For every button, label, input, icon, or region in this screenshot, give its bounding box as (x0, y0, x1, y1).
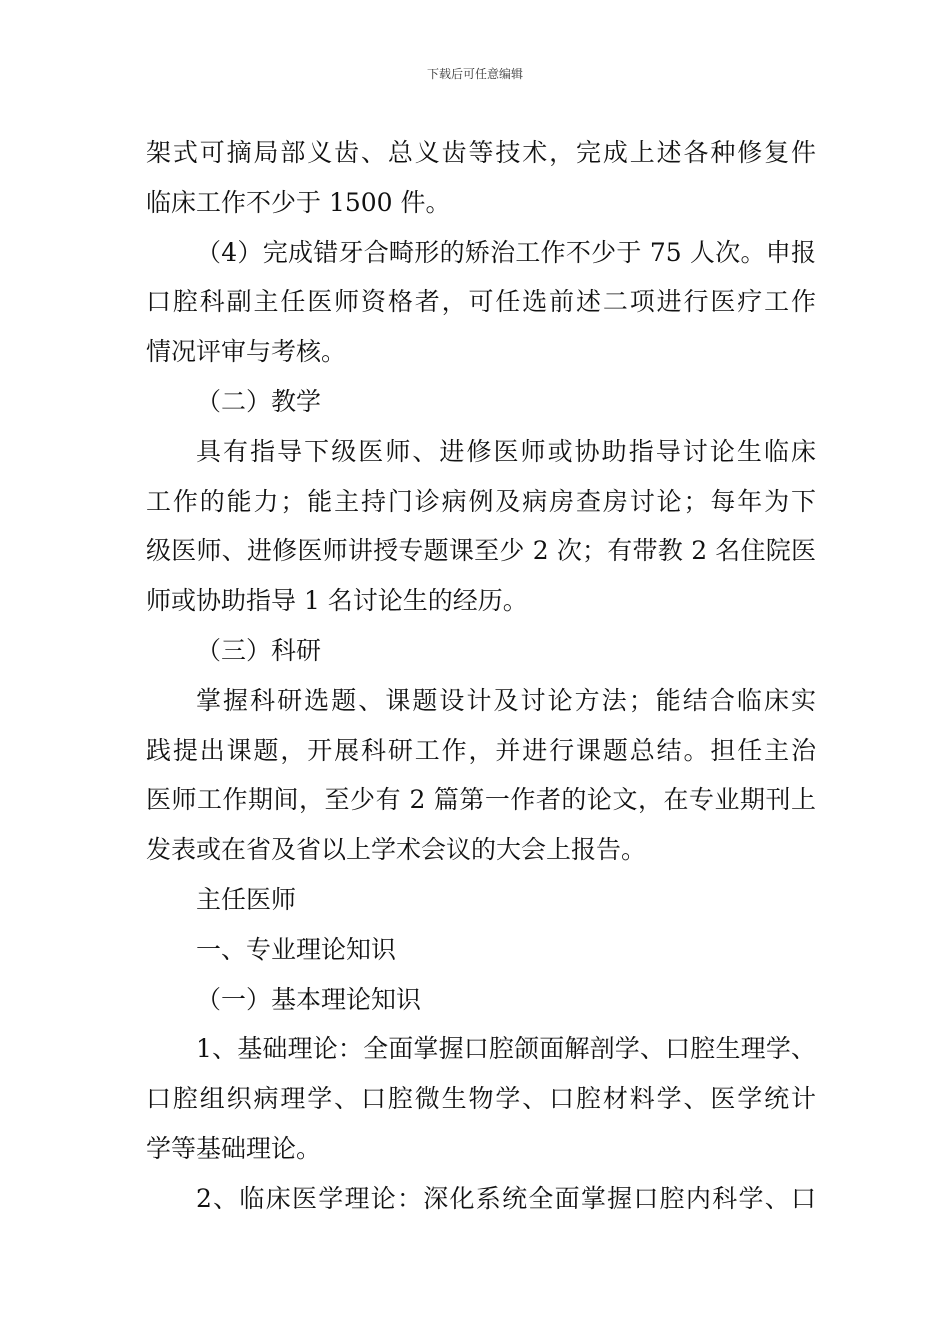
text-line: 师或协助指导 1 名讨论生的经历。 (146, 586, 528, 616)
paragraph-start-line: 具有指导下级医师、进修医师或协助指导讨论生临床 (196, 436, 816, 466)
text-line: 发表或在省及省以上学术会议的大会上报告。 (146, 835, 647, 865)
document-body (146, 128, 816, 1224)
text-line: 口腔组织病理学、口腔微生物学、口腔材料学、医学统计 (146, 1084, 816, 1114)
section-heading-basic-theory: （一）基本理论知识 (196, 984, 422, 1014)
paragraph-start-line: 2、临床医学理论：深化系统全面掌握口腔内科学、口 (196, 1183, 816, 1213)
paragraph-start-line: 掌握科研选题、课题设计及讨论方法；能结合临床实 (196, 685, 816, 715)
section-heading-research: （三）科研 (196, 635, 322, 665)
text-line: 情况评审与考核。 (146, 337, 347, 367)
paragraph-start-line: （4）完成错牙合畸形的矫治工作不少于 75 人次。申报 (196, 237, 816, 267)
section-heading-teaching: （二）教学 (196, 386, 322, 416)
paragraph-start-line: 1、基础理论：全面掌握口腔颌面解剖学、口腔生理学、 (196, 1034, 816, 1064)
text-line: 医师工作期间，至少有 2 篇第一作者的论文，在专业期刊上 (146, 785, 816, 815)
text-line: 级医师、进修医师讲授专题课至少 2 次；有带教 2 名住院医 (146, 536, 816, 566)
text-line: 学等基础理论。 (146, 1133, 322, 1163)
text-line: 口腔科副主任医师资格者，可任选前述二项进行医疗工作 (146, 287, 816, 317)
section-heading-chief-physician: 主任医师 (196, 884, 297, 914)
text-line: 践提出课题，开展科研工作，并进行课题总结。担任主治 (146, 735, 816, 765)
text-line: 架式可摘局部义齿、总义齿等技术，完成上述各种修复件 (146, 138, 816, 167)
text-line: 工作的能力；能主持门诊病例及病房查房讨论；每年为下 (146, 486, 816, 516)
page-header: 下载后可任意编辑 (426, 67, 523, 81)
text-line: 临床工作不少于 1500 件。 (146, 187, 451, 217)
section-heading-theory: 一、专业理论知识 (196, 934, 397, 964)
